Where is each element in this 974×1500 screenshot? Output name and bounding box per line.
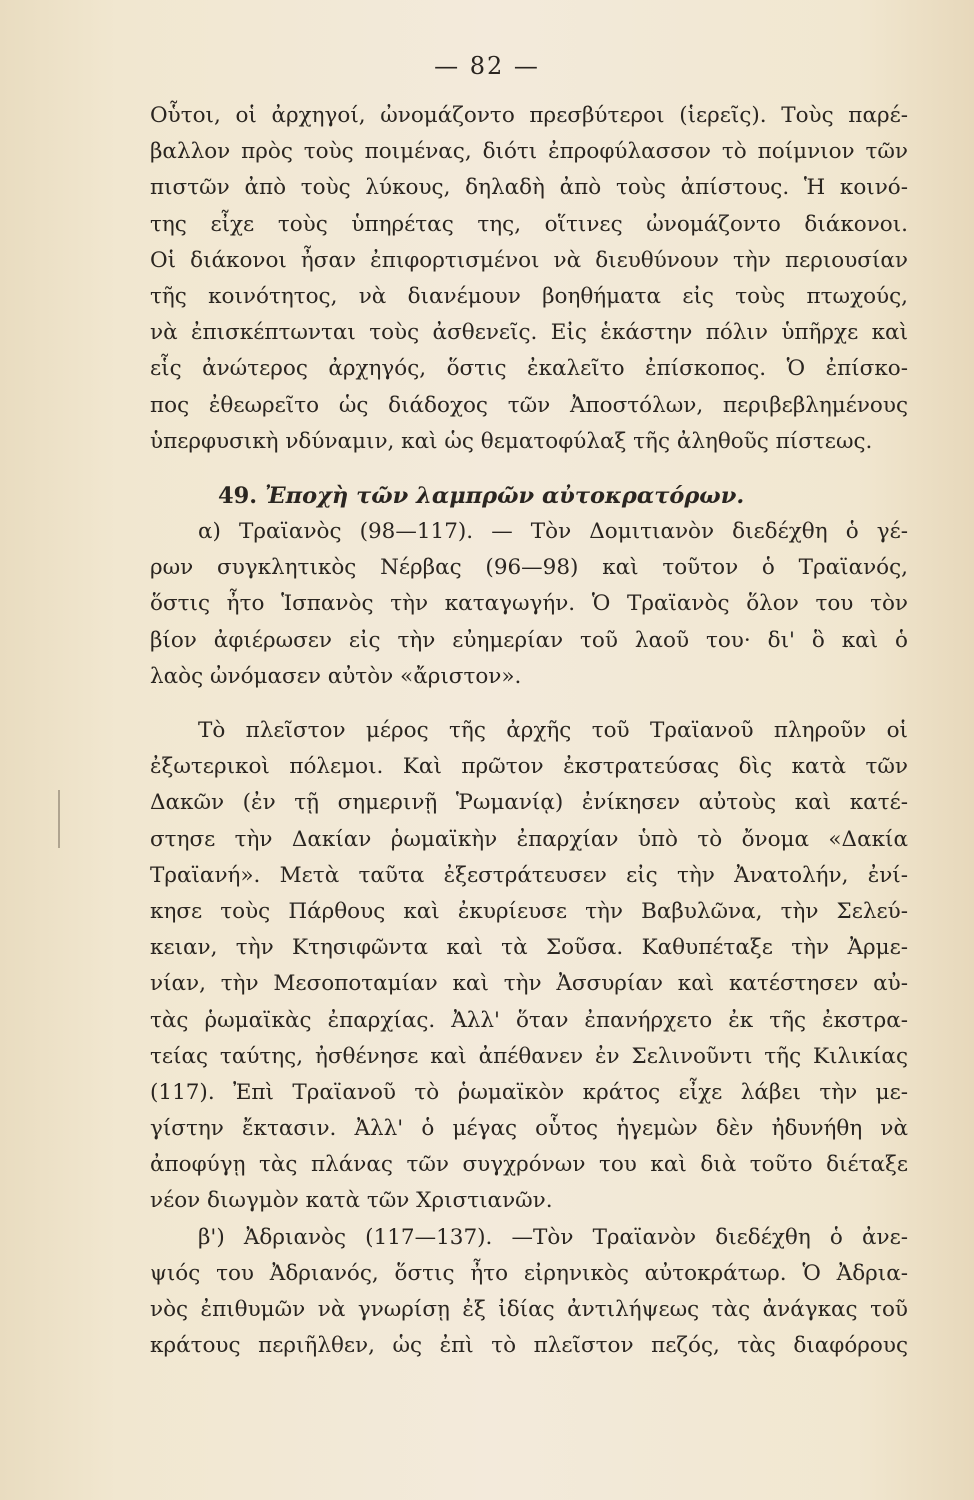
text-line: ρων συγκλητικὸς Νέρβας (96—98) καὶ τοῦτον ὁ Τραϊανός,	[150, 555, 908, 581]
text-line: πος ἐθεωρεῖτο ὡς διάδοχος τῶν Ἀποστόλων, περιβεβλημένους	[150, 392, 908, 418]
text-line: νίαν, τὴν Μεσοποταμίαν καὶ τὴν Ἀσσυρίαν καὶ κατέστησεν αὐ-	[150, 971, 908, 997]
paragraph-wars	[150, 713, 908, 1220]
text-line: Τὸ πλεῖστον μέρος τῆς ἀρχῆς τοῦ Τραϊανοῦ πληροῦν οἱ	[198, 718, 908, 743]
paragraph-trajan	[150, 514, 908, 695]
text-line: λαὸς ὠνόμασεν αὐτὸν «ἄριστον».	[150, 663, 522, 689]
text-line: νὸς ἐπιθυμῶν νὰ γνωρίσῃ ἐξ ἰδίας ἀντιλήψεως τὰς ἀνάγκας τοῦ	[150, 1297, 908, 1322]
text-line: κράτους περιῆλθεν, ὡς ἐπὶ τὸ πλεῖστον πεζός, τὰς διαφόρους	[150, 1333, 908, 1359]
paragraph-intro	[150, 98, 908, 460]
text-line: νὰ ἐπισκέπτωνται τοὺς ἀσθενεῖς. Εἰς ἑκάστην πόλιν ὑπῆρχε καὶ	[150, 320, 908, 346]
text-line: Οὗτοι, οἱ ἀρχηγοί, ὠνομάζοντο πρεσβύτεροι (ἱερεῖς). Τοὺς παρέ-	[150, 103, 908, 128]
text-line: Δακῶν (ἐν τῇ σημερινῇ Ῥωμανίᾳ) ἐνίκησεν αὐτοὺς καὶ κατέ-	[150, 790, 908, 816]
text-line: τὰς ῥωμαϊκὰς ἐπαρχίας. Ἀλλ' ὅταν ἐπανήρχετο ἐκ τῆς ἐκστρα-	[150, 1007, 908, 1033]
section-title: Ἐποχὴ τῶν λαμπρῶν αὐτοκρατόρων.	[265, 482, 745, 509]
margin-mark	[58, 790, 74, 848]
paragraph-hadrian	[150, 1220, 908, 1365]
text-line: α) Τραϊανὸς (98—117). — Τὸν Δομιτιανὸν διεδέχθη ὁ γέ-	[198, 519, 908, 545]
text-line: Οἱ διάκονοι ἦσαν ἐπιφορτισμένοι νὰ διευθύνουν τὴν περιουσίαν	[150, 247, 908, 273]
page-text	[150, 98, 908, 1364]
text-line: ὑπερφυσικὴ νδύναμιν, καὶ ὡς θεματοφύλαξ τῆς ἀληθοῦς πίστεως.	[150, 428, 873, 454]
text-line: (117). Ἐπὶ Τραϊανοῦ τὸ ῥωμαϊκὸν κράτος εἶχε λάβει τὴν με-	[150, 1079, 908, 1105]
text-line: Τραϊανή». Μετὰ ταῦτα ἐξεστράτευσεν εἰς τὴν Ἀνατολήν, ἐνί-	[150, 862, 908, 888]
text-line: κησε τοὺς Πάρθους καὶ ἐκυρίευσε τὴν Βαβυλῶνα, τὴν Σελεύ-	[150, 898, 908, 924]
text-line: ἐξωτερικοὶ πόλεμοι. Καὶ πρῶτον ἐκστρατεύσας δὶς κατὰ τῶν	[150, 754, 908, 780]
text-line: στησε τὴν Δακίαν ῥωμαϊκὴν ἐπαρχίαν ὑπὸ τὸ ὄνομα «Δακία	[150, 826, 908, 852]
text-line: τῆς κοινότητος, νὰ διανέμουν βοηθήματα εἰς τοὺς πτωχούς,	[150, 283, 908, 309]
text-line: εἷς ἀνώτερος ἀρχηγός, ὅστις ἐκαλεῖτο ἐπίσκοπος. Ὁ ἐπίσκο-	[150, 356, 908, 382]
text-line: κειαν, τὴν Κτησιφῶντα καὶ τὰ Σοῦσα. Καθυπέταξε τὴν Ἀρμε-	[150, 935, 908, 961]
text-line: γίστην ἔκτασιν. Ἀλλ' ὁ μέγας οὗτος ἡγεμὼν δὲν ἠδυνήθη νὰ	[150, 1116, 908, 1142]
section-number: 49.	[218, 482, 258, 509]
page-number: — 82 —	[434, 52, 540, 80]
section-heading	[150, 478, 908, 514]
text-line: β') Ἀδριανὸς (117—137). —Τὸν Τραϊανὸν διεδέχθη ὁ ἀνε-	[198, 1224, 908, 1250]
text-line: πιστῶν ἀπὸ τοὺς λύκους, δηλαδὴ ἀπὸ τοὺς ἀπίστους. Ἡ κοινό-	[150, 175, 908, 201]
text-line: νέον διωγμὸν κατὰ τῶν Χριστιανῶν.	[150, 1188, 553, 1214]
text-line: βαλλον πρὸς τοὺς ποιμένας, διότι ἐπροφύλασσον τὸ ποίμνιον τῶν	[150, 139, 908, 165]
text-line: ψιός του Ἀδριανός, ὅστις ἦτο εἰρηνικὸς αὐτοκράτωρ. Ὁ Ἀδρια-	[150, 1260, 908, 1286]
text-line: της εἶχε τοὺς ὑπηρέτας της, οἵτινες ὠνομάζοντο διάκονοι.	[150, 211, 908, 237]
text-line: ἀποφύγῃ τὰς πλάνας τῶν συγχρόνων του καὶ διὰ τοῦτο διέταξε	[150, 1152, 908, 1178]
text-line: βίον ἀφιέρωσεν εἰς τὴν εὐημερίαν τοῦ λαοῦ του· δι' ὃ καὶ ὁ	[150, 627, 908, 653]
text-line: ὅστις ἦτο Ἱσπανὸς τὴν καταγωγήν. Ὁ Τραϊανὸς ὅλον του τὸν	[150, 591, 908, 617]
text-line: τείας ταύτης, ἠσθένησε καὶ ἀπέθανεν ἐν Σελινοῦντι τῆς Κιλικίας	[150, 1043, 908, 1069]
